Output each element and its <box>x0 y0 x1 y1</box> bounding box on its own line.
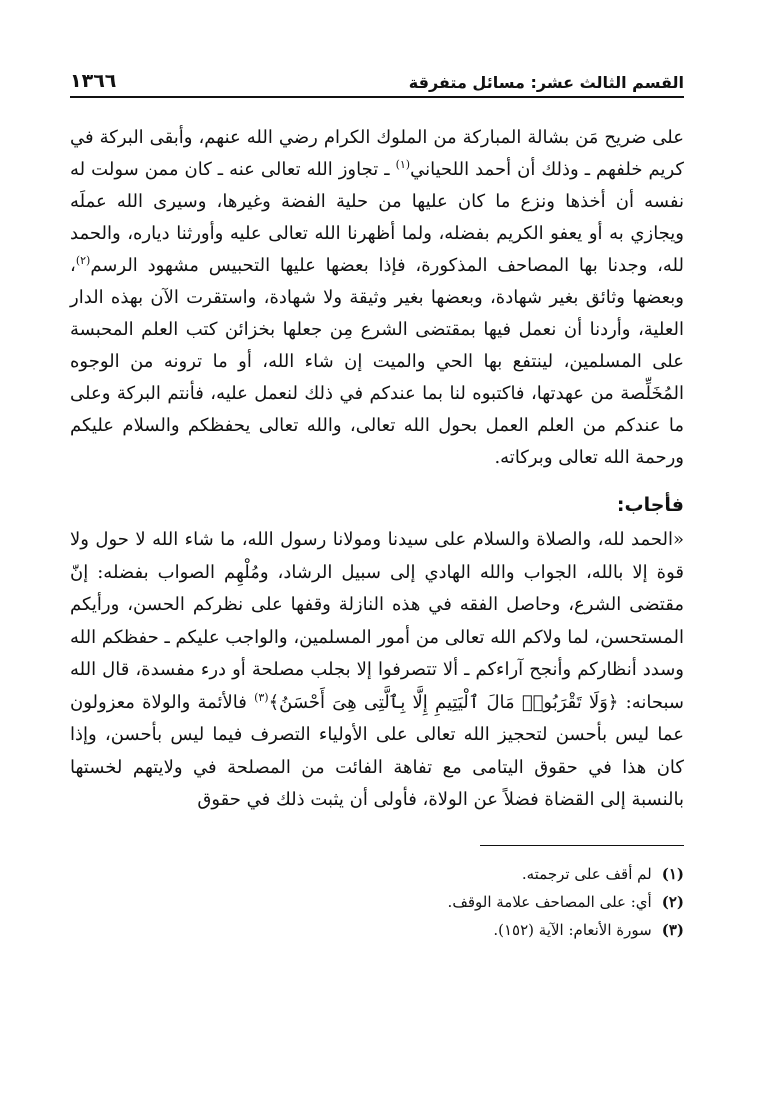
footnote-text: سورة الأنعام: الآية (١٥٢). <box>493 920 652 939</box>
book-page <box>70 58 684 1058</box>
question-text-part-a: على ضريح مَن بشالة المباركة من الملوك الكرام رضي الله عنهم، وأبقى البركة في كريم خلفهم ـ وذلك أن أحمد اللحياني <box>70 127 685 180</box>
footnote-text: لم أقف على ترجمته. <box>521 864 652 883</box>
page-header <box>70 58 684 98</box>
question-paragraph <box>70 122 684 474</box>
question-text-part-b: ـ تجاوز الله تعالى عنه ـ كان ممن سولت له نفسه أن أخذها ونزع ما كان عليها من حلية الفضة وغيرها، وسيرى الله عملَه ويجازي به أو يعفو الكريم بفضله، ولما أظهرنا الله تعالى عليه وأورثنا دياره، والحمد لله، وجدنا بها المصاحف المذكورة، فإذا بعضها عليها التحبيس مشهود الرسم <box>70 159 684 276</box>
answer-text-part-a: «الحمد لله، والصلاة والسلام على سيدنا ومولانا رسول الله، ما شاء الله لا حول ولا قوة إلا بالله، الجواب والله الهادي إلى سبيل الرشاد، ومُلْهِم الصواب بفضله: إنّ مقتضى الشرع، وحاصل الفقه في هذه النازلة وقفها على نظركم الحسن، ورأيكم المستحسن، لما ولاكم الله تعالى من أمور المسلمين، والواجب عليكم ـ حفظكم الله وسدد أنظاركم وأنجح آراءكم ـ ألا تتصرفوا إلا بجلب مصلحة أو درء مفسدة، قال الله سبحانه: ﴿وَلَا تَقْرَبُوا۟ مَالَ ٱلْيَتِيمِ إِلَّا بِٱلَّتِى هِىَ أَحْسَنُ﴾ <box>70 529 684 713</box>
footnote-separator <box>480 845 684 846</box>
running-title: القسم الثالث عشر: مسائل متفرقة <box>408 73 684 92</box>
footnote-ref-3[interactable]: (٣) <box>254 690 269 704</box>
answer-heading: فأجاب: <box>616 494 684 516</box>
answer-text-part-b: فالأئمة والولاة معزولون عما ليس بأحسن لتحجيز الله تعالى على الأولياء التصرف فيما ليس بأحسن، وإذا كان هذا في حقوق اليتامى مع تفاهة الفائت من المصلحة في ولايتهم لخستها بالنسبة إلى القضاة فضلاً عن الولاة، فأولى أن يثبت ذلك في حقوق <box>70 691 684 810</box>
footnote-item <box>70 916 684 944</box>
footnote-number: (٢) <box>661 892 684 911</box>
footnote-number: (٣) <box>661 920 684 939</box>
footnotes <box>70 860 684 944</box>
footnote-ref-2[interactable]: (٢) <box>75 254 91 267</box>
footnote-item <box>70 888 684 916</box>
page-number: ١٣٦٦ <box>70 70 117 92</box>
footnote-number: (١) <box>661 864 684 883</box>
question-text-part-c: ، وبعضها وثائق بغير شهادة، وبعضها بغير وثيقة ولا شهادة، واستقرت الآن بهذه الدار العلية، وأردنا أن نعمل فيها بمقتضى الشرع مِن جعلها بخزائن كتب العلم المحبسة على المسلمين، لينتفع بها الحي والميت إن شاء الله، أو ما ترونه من الوجوه المُخَلِّصة من عهدتها، فاكتبوه لنا بما عندكم في ذلك لنعمل عليه، فأنتم البركة وعلى ما عندكم من العلم العمل بحول الله تعالى، والله تعالى يحفظكم والسلام عليكم ورحمة الله تعالى وبركاته. <box>70 255 684 468</box>
footnote-text: أي: على المصاحف علامة الوقف. <box>447 892 652 911</box>
question-text <box>70 122 684 474</box>
footnote-ref-1[interactable]: (١) <box>395 158 411 171</box>
answer-text <box>70 524 684 817</box>
footnote-item <box>70 860 684 888</box>
